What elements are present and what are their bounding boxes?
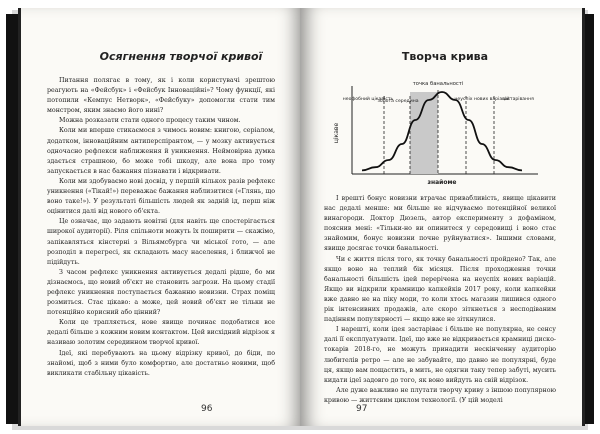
- right-paragraph-4: Але дуже важливо не плутати творчу криву з іншою популярною кривою — життєвим циклом технології. (У цій моделі: [324, 386, 556, 404]
- left-paragraph-6: З часом рефлекс уникнення активується дедалі рідше, бо ми дізнаємось, що новий об'єкт не становить загрози. На цьому стадії рефлекс уникнення поступається бажанню новизни. Страх поміщ розмиться. Стає цікаво: а може, цей новий об'єкт не тільки не потенційно корисний або цінний?: [47, 268, 275, 317]
- right-page-number: 97: [356, 404, 368, 414]
- left-paragraph-1: Питання полягає в тому, як і коли користувачі зрештою реагують на «Фейсбук» і «Фейсбук Інноваційні»? Чому функції, які потопили «Кемпус Нетворк», «Фейсбуку» допомогли стати тим монстром, яким знаємо його нині?: [47, 77, 275, 115]
- left-page-body: [47, 76, 275, 379]
- left-page-number: 96: [201, 404, 213, 414]
- annotation-banality-point: точка банальності: [412, 81, 464, 87]
- x-axis-label: знайоме: [427, 179, 457, 186]
- annotation-obsolescence: застарівання: [502, 97, 534, 102]
- annotation-failed-variations: неуспіх нових варіацій: [454, 97, 510, 102]
- right-paragraph-3: І нарешті, коли ідея застаріває і більше не популярна, не сенсу далі її експлуатувати. Ідеї, що вже не відкривається крамниці диско-токарів 2018-го, не можуть принадити нескінченну аудиторію любителів ретро — але не забувайте, що давно не популярні, буде ця, якщо вам пощастить, в мить, не одягни таку тепер забуті, мусить кидати ідеї задовго до того, як воно вийдуть на свій відрізок.: [324, 326, 556, 384]
- y-axis-label: цікаве: [333, 122, 340, 144]
- right-page-title: Творча крива: [401, 50, 489, 63]
- left-paragraph-5: Це означає, що задають новітні (для навіть ще спостерігається широкої аудиторії). Ріля спільноти можуть їх поширити — скажімо, запікавляться кінстерні з Вільямсбурга чи міської гото, — але розподіл в перегресі, як складають масу населення, і ближчої не підійдуть.: [47, 218, 275, 266]
- left-paragraph-2: Можна розказати стати одного процесу таким чином.: [59, 117, 241, 125]
- left-paragraph-3: Коли ми вперше стикаємося з чимось новим: книгою, серіалом, додатком, інноваційним антиперспірантом, — у мозку активується одночасно рефлекси наближення й уникнення. Неймовірна думка здається страшною, бо може тобі шкоду, але вона про тому запускається в нас бажання пізнавати і відкривати.: [47, 127, 275, 175]
- left-page: [18, 8, 303, 426]
- left-paragraph-4: Коли ми здобуваємо нові досвід, у першій кількох разів рефлекс уникнення («Тікай!») переважає бажання наблизитися («Глянь, що воно таке!»). У результаті більшість людей як задній ід, перш ніж оцінитися далі від нового об'єкта.: [47, 177, 275, 216]
- right-paragraph-1: І врешті бонус новизни втрачає привабливість, явище цікавити нас дедалі менше: ми більше не відчуваємо потенційної великої винагороди. Доктор Дюзель, автор експерименту з дофаміном, пояснив мені: «Тільки-но ви опинитеся у середовищі і воно стає знайомим, бонус новизни почне руйнуватися». Іншими словами, явище досягає точки банальності.: [324, 195, 556, 253]
- annotation-golden-middle: золота середина: [377, 99, 419, 104]
- right-page-body: [324, 194, 556, 406]
- creative-curve-chart: [332, 78, 544, 188]
- right-page: [300, 8, 585, 426]
- right-paragraph-2: Чи є життя після того, як точку банальності пройдено? Так, але якщо воно на теплий бік місяця. Після проходження точки банальності більшість ідей перерічена на неуспіх нових варіацій. Якщо ви відкрили крамницю капкейків 2017 року, коли капкейки вже давно не на піку моди, то коли хтось магазин лишився одного рік інтенсивних продажів, але скоро зіткнеться з несподіваним падінням популярності — якщо вже не зіткнулися.: [324, 255, 556, 324]
- left-paragraph-7: Коли це трапляється, нове явище починає подобатися все дедалі більше з кожним новим контактом. Цей висхідний відрізок я називаю золотим серединном творчої кривої.: [47, 319, 275, 347]
- annotation-neophobic-curiosity: неофобний цікавість: [342, 97, 394, 102]
- left-page-title: Осягнення творчої кривої: [99, 50, 263, 63]
- left-paragraph-8: Ідеї, які перебувають на цьому відрізку кривої, до біди, по знайомі, щоб з ними було комфортно, але достатньо новими, щоб викликати стабільну цікавість.: [47, 349, 275, 377]
